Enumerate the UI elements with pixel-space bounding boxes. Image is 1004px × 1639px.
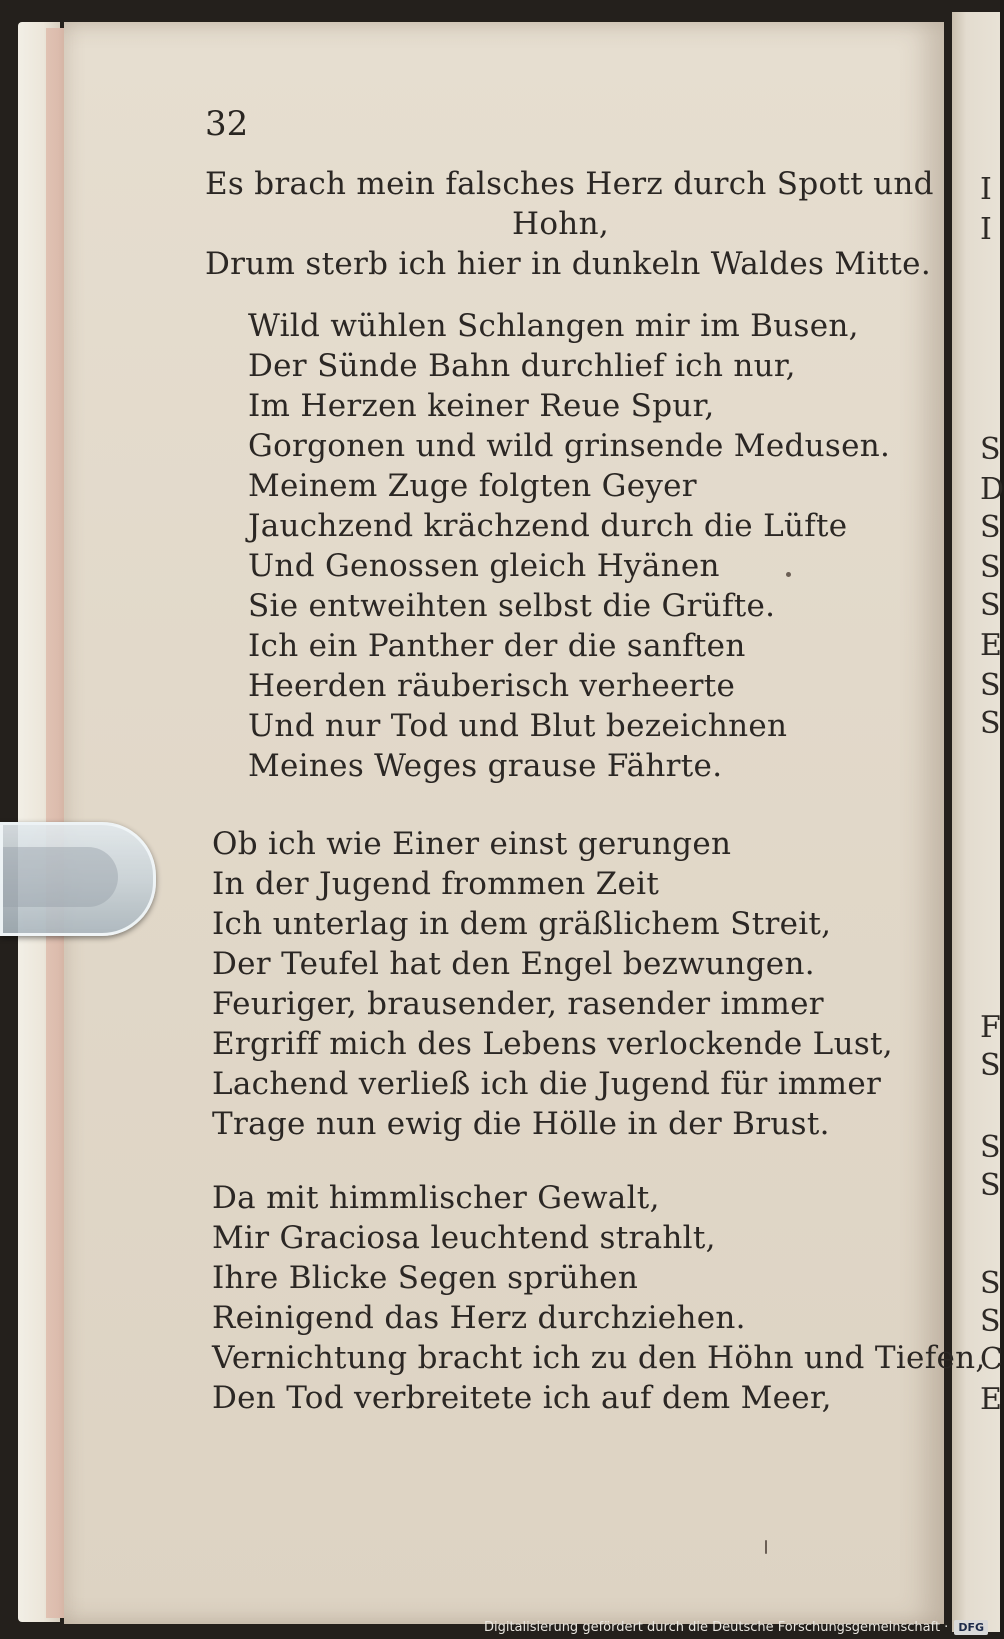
next-page-fragment: S [980, 432, 1001, 467]
poem-line: Meines Weges grause Fährte. [248, 748, 723, 784]
paper-speck [786, 572, 791, 577]
next-page-fragment: I [980, 212, 992, 247]
next-page-fragment: F [980, 1010, 1001, 1045]
poem-line: Gorgonen und wild grinsende Medusen. [248, 428, 891, 464]
next-page-fragment: S [980, 1168, 1001, 1203]
paper-speck [765, 1540, 767, 1554]
next-page-fragment: C [980, 1342, 1003, 1377]
clip-inner-band [3, 847, 118, 907]
next-page-fragment: S [980, 1130, 1001, 1165]
poem-line: Heerden räuberisch verheerte [248, 668, 736, 704]
poem-line: Meinem Zuge folgten Geyer [248, 468, 697, 504]
poem-line: Vernichtung bracht ich zu den Höhn und Tiefen, [212, 1340, 986, 1376]
plastic-page-clip [0, 822, 156, 936]
poem-line: Den Tod verbreitete ich auf dem Meer, [212, 1380, 832, 1416]
poem-line: Feuriger, brausender, rasender immer [212, 986, 824, 1022]
next-page-fragment: E [980, 1382, 1002, 1417]
next-page-fragment: S [980, 1266, 1001, 1301]
next-page-fragment: D [980, 472, 1004, 507]
poem-line: Reinigend das Herz durchziehen. [212, 1300, 746, 1336]
digitization-credit [484, 1620, 988, 1635]
poem-line: Trage nun ewig die Hölle in der Brust. [212, 1106, 830, 1142]
credit-text: Digitalisierung gefördert durch die Deutsche Forschungsgemeinschaft · [483, 1620, 949, 1635]
poem-line: Ergriff mich des Lebens verlockende Lust, [212, 1026, 893, 1062]
next-page-fragment: S [980, 588, 1001, 623]
next-page-fragment: S [980, 550, 1001, 585]
poem-line: Ob ich wie Einer einst gerungen [212, 826, 732, 862]
next-page-edge [952, 12, 1004, 1632]
poem-line: Sie entweihten selbst die Grüfte. [248, 588, 776, 624]
poem-line: Der Sünde Bahn durchlief ich nur, [248, 348, 796, 384]
poem-line: Mir Graciosa leuchtend strahlt, [212, 1220, 716, 1256]
poem-line: Der Teufel hat den Engel bezwungen. [212, 946, 815, 982]
next-page-fragment: S [980, 510, 1001, 545]
next-page-fragment: S [980, 706, 1001, 741]
poem-line: In der Jugend frommen Zeit [212, 866, 660, 902]
poem-line: Hohn, [512, 206, 609, 242]
poem-line: Lachend verließ ich die Jugend für immer [212, 1066, 882, 1102]
poem-line: Im Herzen keiner Reue Spur, [248, 388, 715, 424]
next-page-fragment: S [980, 1304, 1001, 1339]
page-number: 32 [205, 104, 249, 144]
poem-line: Wild wühlen Schlangen mir im Busen, [248, 308, 859, 344]
poem-line: Ich ein Panther der die sanften [248, 628, 746, 664]
next-page-fragment: S [980, 668, 1001, 703]
poem-line: Ihre Blicke Segen sprühen [212, 1260, 639, 1296]
poem-line: Und nur Tod und Blut bezeichnen [248, 708, 788, 744]
poem-line: Und Genossen gleich Hyänen [248, 548, 720, 584]
dfg-logo: DFG [954, 1620, 988, 1635]
poem-line: Jauchzend krächzend durch die Lüfte [248, 508, 848, 544]
poem-line: Drum sterb ich hier in dunkeln Waldes Mitte. [205, 246, 931, 282]
poem-line: Es brach mein falsches Herz durch Spott und [205, 166, 934, 202]
next-page-fragment: S [980, 1048, 1001, 1083]
poem-line: Ich unterlag in dem gräßlichem Streit, [212, 906, 832, 942]
next-page-fragment: I [980, 172, 992, 207]
poem-line: Da mit himmlischer Gewalt, [212, 1180, 660, 1216]
next-page-fragment: E [980, 628, 1002, 663]
